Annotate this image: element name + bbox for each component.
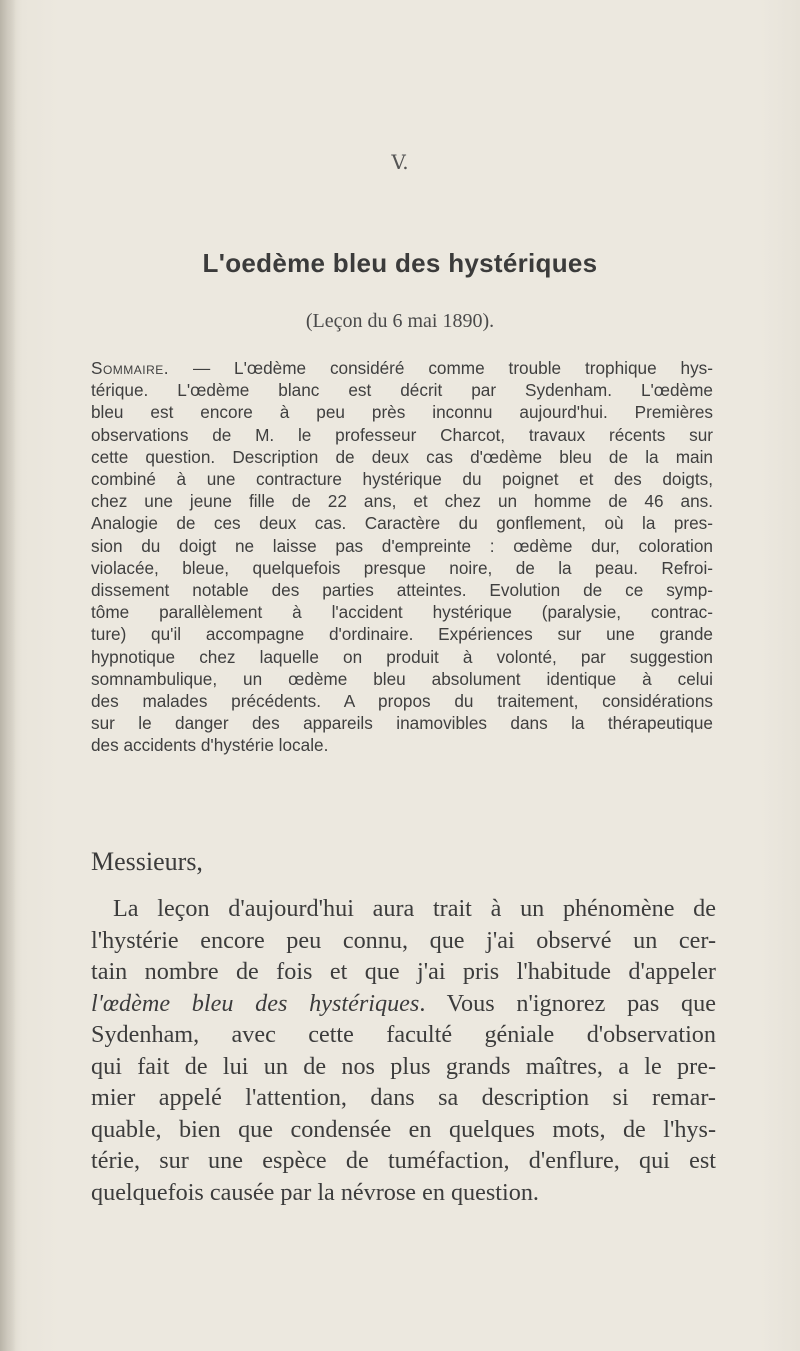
book-spine-shadow	[0, 0, 16, 1351]
summary-line: Sommaire. — L'œdème considéré comme trouble trophique hys-	[91, 358, 713, 378]
body-line: térie, sur une espèce de tuméfaction, d'enflure, qui est	[91, 1147, 716, 1174]
summary-line: sur le danger des appareils inamovibles dans la thérapeutique	[91, 713, 713, 734]
summary-line: dissement notable des parties atteintes. Evolution de ce symp-	[91, 580, 713, 601]
body-line: qui fait de lui un de nos plus grands maîtres, a le pre-	[91, 1052, 716, 1080]
body-line: La leçon d'aujourd'hui aura trait à un phénomène de	[113, 895, 716, 922]
summary-line: violacée, bleue, quelquefois presque noire, de la peau. Refroi-	[91, 557, 713, 578]
summary-block	[91, 357, 713, 757]
summary-line: somnambulique, un œdème bleu absolument identique à celui	[91, 668, 713, 689]
body-line: l'œdème bleu des hystériques. Vous n'ignorez pas que	[91, 989, 716, 1017]
body-line: mier appelé l'attention, dans sa description si remar-	[91, 1084, 716, 1111]
summary-line: observations de M. le professeur Charcot, travaux récents sur	[91, 424, 713, 445]
summary-line: ture) qu'il accompagne d'ordinaire. Expériences sur une grande	[91, 624, 713, 645]
summary-line: térique. L'œdème blanc est décrit par Sydenham. L'œdème	[91, 380, 713, 401]
chapter-number: V.	[391, 150, 409, 174]
summary-line: chez une jeune fille de 22 ans, et chez un homme de 46 ans.	[91, 491, 713, 512]
body-line: Sydenham, avec cette faculté géniale d'observation	[91, 1021, 716, 1048]
summary-line: des accidents d'hystérie locale.	[91, 735, 329, 756]
body-line: quelquefois causée par la névrose en question.	[91, 1178, 539, 1206]
summary-label: Sommaire.	[91, 358, 170, 378]
chapter-title: L'oedème bleu des hystériques	[202, 248, 598, 278]
summary-line: hypnotique chez laquelle on produit à volonté, par suggestion	[91, 646, 713, 667]
body-line: tain nombre de fois et que j'ai pris l'habitude d'appeler	[91, 958, 716, 985]
summary-line: tôme parallèlement à l'accident hystérique (paralysie, contrac-	[91, 602, 713, 623]
italic-term: l'œdème bleu des hystériques	[91, 989, 420, 1017]
summary-line: Analogie de ces deux cas. Caractère du gonflement, où la pres-	[91, 513, 713, 534]
body-line: quable, bien que condensée en quelques mots, de l'hys-	[91, 1115, 716, 1143]
summary-line: combiné à une contracture hystérique du poignet et des doigts,	[91, 469, 713, 490]
summary-line: sion du doigt ne laisse pas d'empreinte : œdème dur, coloration	[91, 535, 713, 556]
summary-line: des malades précédents. A propos du traitement, considérations	[91, 691, 713, 712]
chapter-subtitle: (Leçon du 6 mai 1890).	[305, 310, 495, 332]
salutation: Messieurs,	[91, 847, 203, 876]
body-paragraph	[91, 893, 716, 1208]
summary-line: bleu est encore à peu près inconnu aujourd'hui. Premières	[91, 402, 713, 423]
summary-line: cette question. Description de deux cas d'œdème bleu de la main	[91, 446, 713, 467]
body-line: l'hystérie encore peu connu, que j'ai observé un cer-	[91, 926, 716, 954]
